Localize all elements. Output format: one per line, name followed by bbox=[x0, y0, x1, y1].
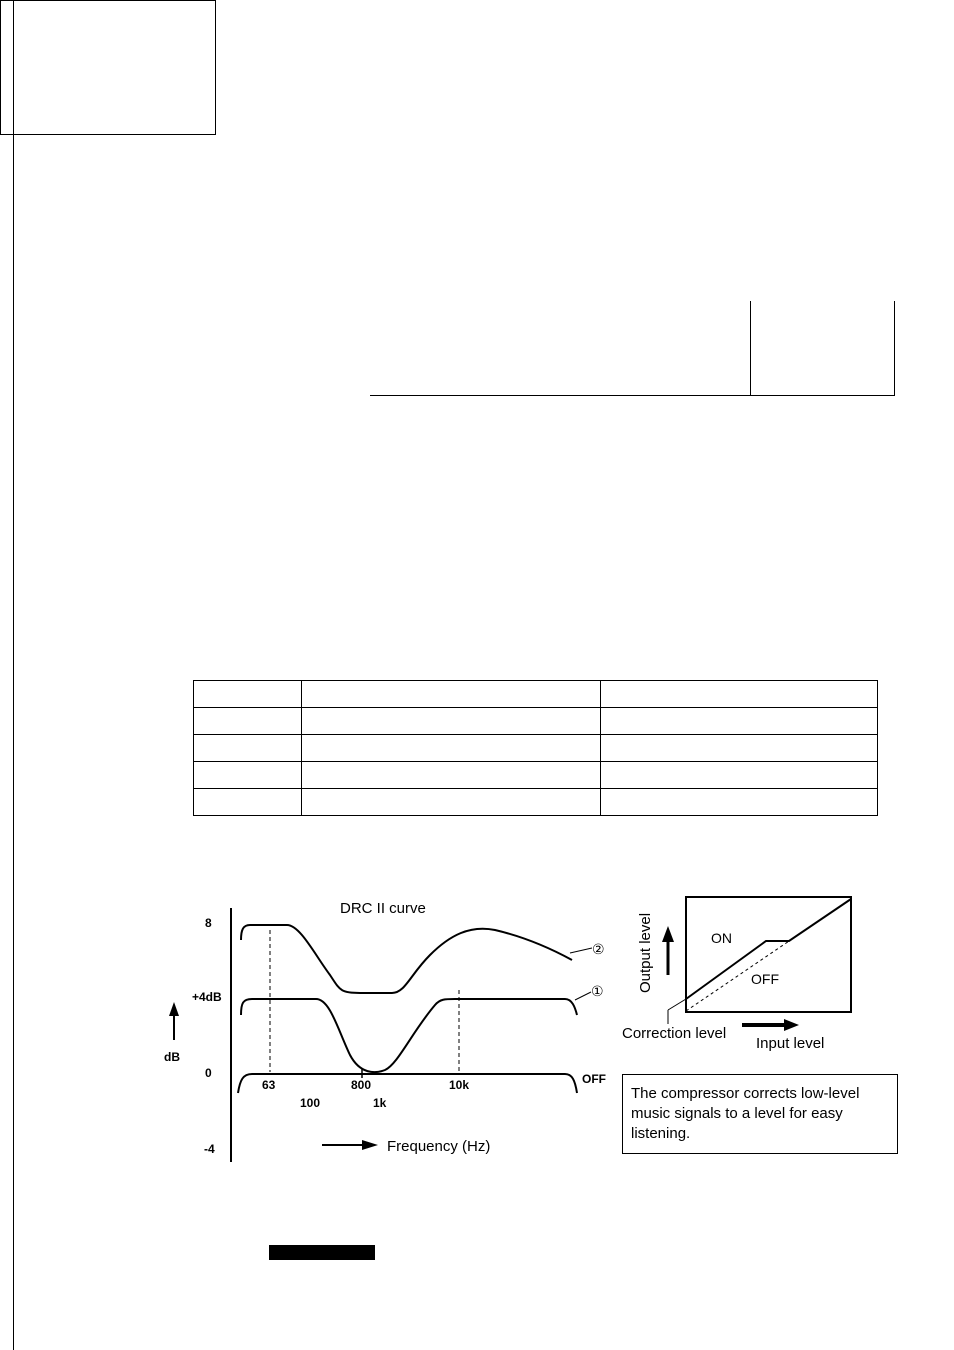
table-cell bbox=[601, 708, 878, 735]
level-plot-frame bbox=[686, 897, 851, 1012]
table-cell bbox=[301, 735, 601, 762]
x-tick-10k: 10k bbox=[449, 1078, 470, 1092]
table-cell bbox=[301, 762, 601, 789]
drc-title: DRC II curve bbox=[340, 900, 426, 917]
drc-curve-2 bbox=[241, 925, 572, 993]
table-cell bbox=[194, 762, 302, 789]
table-row bbox=[194, 681, 878, 708]
y-tick-0: 0 bbox=[205, 1066, 212, 1080]
compressor-caption-text: The compressor corrects low-level music signals to a level for easy listening. bbox=[631, 1085, 860, 1142]
x-axis-label: Frequency (Hz) bbox=[387, 1138, 491, 1155]
top-frame-box bbox=[0, 0, 216, 135]
frame-inner-rule bbox=[13, 0, 14, 1350]
y-axis-label: dB bbox=[164, 1050, 180, 1064]
x-tick-63: 63 bbox=[262, 1078, 276, 1092]
empty-settings-table bbox=[193, 680, 878, 816]
output-level-label: Output level bbox=[637, 912, 654, 993]
y-tick-8: 8 bbox=[205, 916, 212, 930]
db-arrow-icon bbox=[169, 1002, 179, 1016]
table-cell bbox=[301, 789, 601, 816]
input-level-label: Input level bbox=[756, 1035, 825, 1052]
correction-leader-diag bbox=[668, 999, 686, 1010]
x-tick-100: 100 bbox=[300, 1096, 321, 1110]
x-tick-800: 800 bbox=[351, 1078, 372, 1092]
table-cell bbox=[301, 681, 601, 708]
output-arrow-icon bbox=[662, 926, 674, 942]
drc-curve-1 bbox=[241, 999, 577, 1072]
x-tick-1k: 1k bbox=[373, 1096, 387, 1110]
table-row bbox=[194, 762, 878, 789]
table-cell bbox=[194, 681, 302, 708]
off-line-label: OFF bbox=[751, 971, 779, 987]
off-label: OFF bbox=[582, 1072, 606, 1086]
curve-1-marker: ① bbox=[591, 983, 604, 999]
table-row bbox=[194, 789, 878, 816]
table-row bbox=[194, 708, 878, 735]
top-frame-right-edge bbox=[894, 301, 895, 396]
table-cell bbox=[601, 789, 878, 816]
table-cell bbox=[301, 708, 601, 735]
table-row bbox=[194, 735, 878, 762]
drc-curve-diagram bbox=[160, 890, 620, 1170]
table-cell bbox=[601, 735, 878, 762]
table-cell bbox=[601, 681, 878, 708]
curve-1-leader bbox=[575, 992, 591, 1000]
drc-off-line bbox=[238, 1074, 577, 1093]
black-bar bbox=[269, 1245, 375, 1260]
y-tick-minus4: -4 bbox=[204, 1142, 215, 1156]
compressor-level-diagram bbox=[615, 890, 905, 1060]
correction-level-label: Correction level bbox=[622, 1025, 727, 1042]
table-cell bbox=[194, 735, 302, 762]
on-label: ON bbox=[711, 930, 732, 946]
table-cell bbox=[194, 708, 302, 735]
table-cell bbox=[194, 789, 302, 816]
top-frame-divider-1 bbox=[750, 301, 751, 396]
table-cell bbox=[601, 762, 878, 789]
compressor-caption-box bbox=[622, 1074, 898, 1154]
top-frame-bottom-rule bbox=[370, 395, 895, 396]
input-arrow-icon bbox=[784, 1019, 799, 1031]
curve-2-leader bbox=[570, 948, 592, 953]
y-tick-4db: +4dB bbox=[192, 990, 222, 1004]
curve-2-marker: ② bbox=[592, 941, 605, 957]
frequency-arrow-icon bbox=[362, 1140, 378, 1150]
